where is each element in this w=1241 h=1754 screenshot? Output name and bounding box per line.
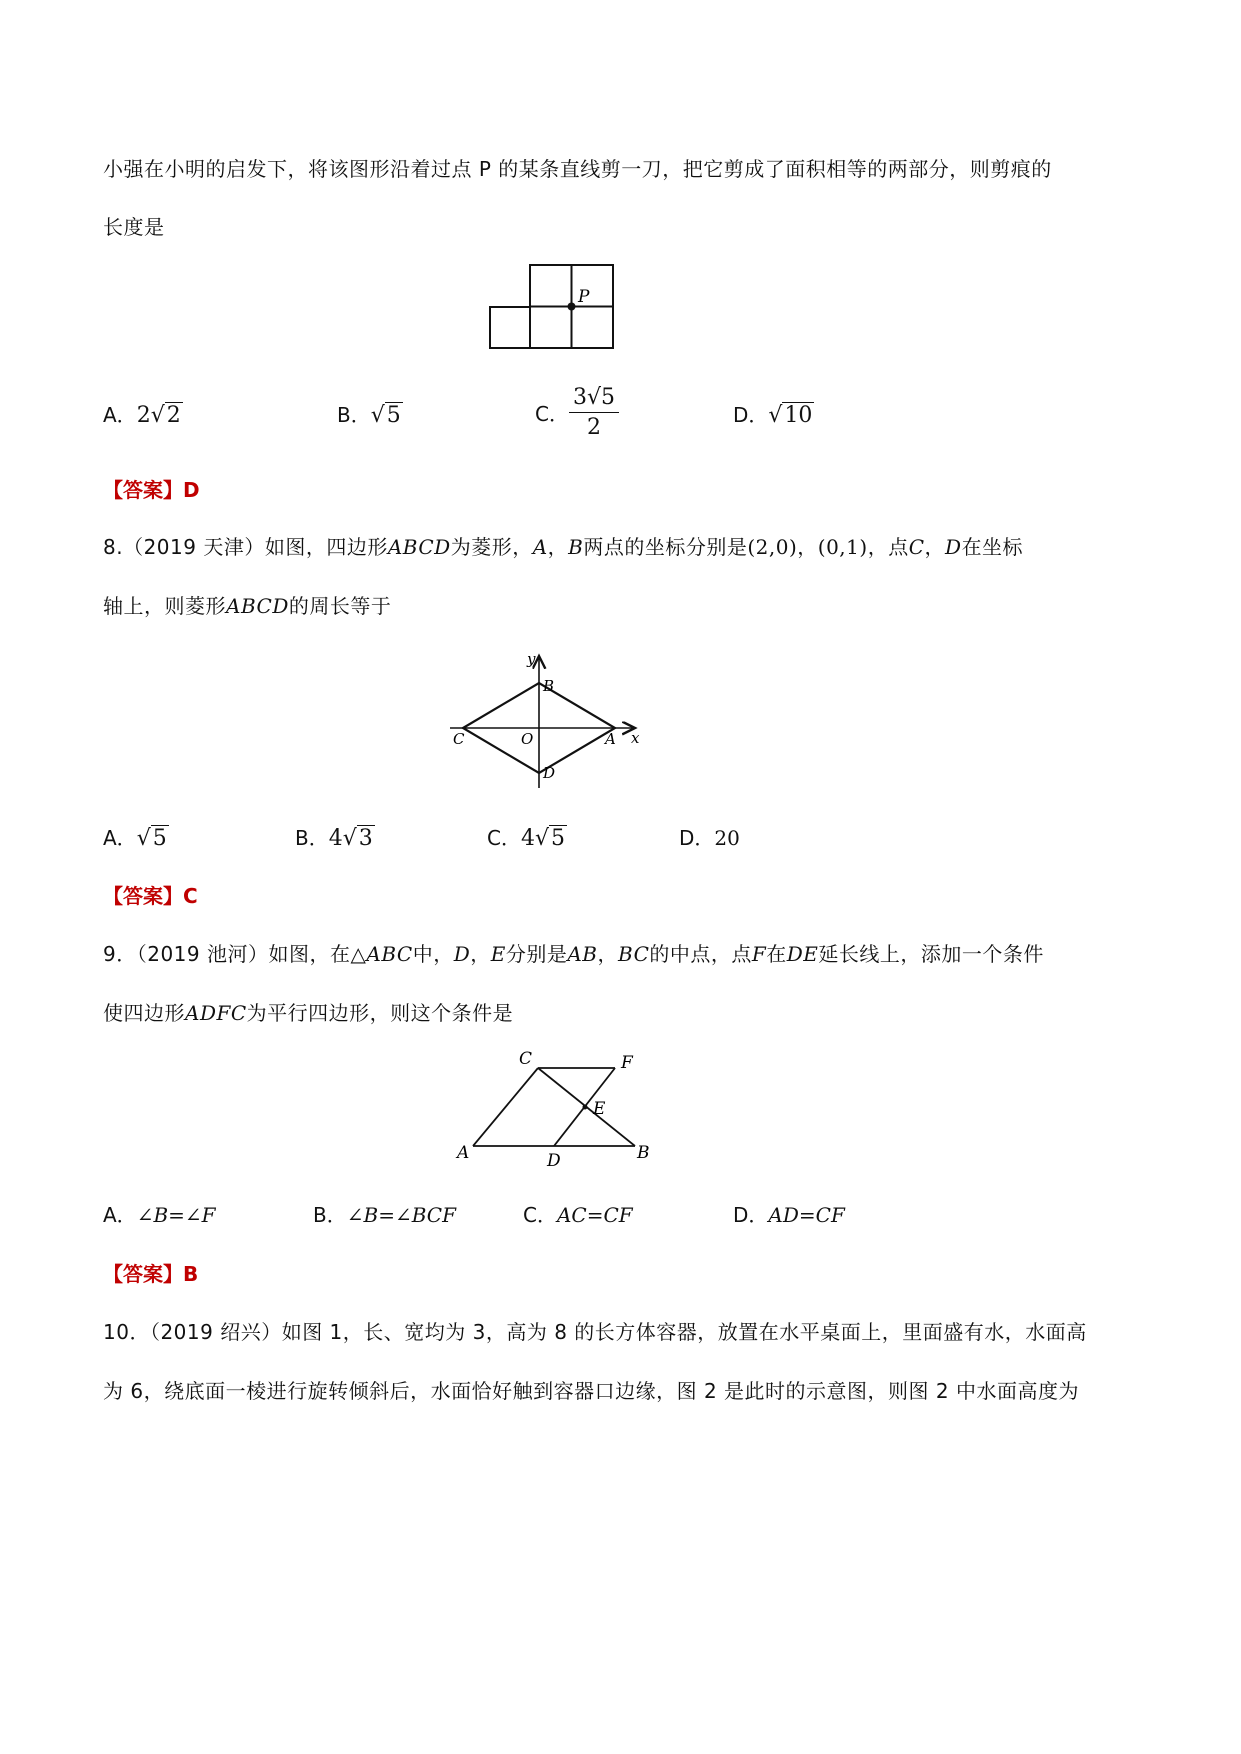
q8-figure xyxy=(445,648,645,790)
q7-option-c-numerator: 3√5 xyxy=(569,385,619,413)
q9-option-a-label: A． xyxy=(103,1203,137,1227)
q8-sep-2: ， xyxy=(924,535,946,559)
q9-option-b xyxy=(313,1199,456,1228)
q8-option-b-radicand: 3 xyxy=(358,826,373,851)
q8-point-b: B xyxy=(568,535,584,559)
q7-answer-tag: 【答案】 xyxy=(103,478,183,502)
q8-option-a-expr: √5 xyxy=(136,826,167,851)
q8-point-a: A xyxy=(532,535,548,559)
q9-line2-text-a: 使四边形 xyxy=(103,1001,185,1025)
q8-text-c: 两点的坐标分别是 xyxy=(583,535,748,559)
q9-line2-text-b: 为平行四边形，则这个条件是 xyxy=(246,1001,514,1025)
q9-adfc: ADFC xyxy=(185,1001,247,1025)
q7-option-b-radicand: 5 xyxy=(386,403,401,428)
q8-option-b xyxy=(295,822,375,851)
q8-coord-sep: ， xyxy=(797,535,818,559)
q7-option-a-expr: 2√2 xyxy=(136,403,181,428)
q7-option-d-expr: √10 xyxy=(768,403,813,428)
q8-option-d-label: D． xyxy=(679,826,715,850)
q9-option-a xyxy=(103,1199,216,1228)
q7-option-d xyxy=(733,399,814,428)
q8-text-e: 在坐标 xyxy=(961,535,1024,559)
q9-option-b-text: ∠B=∠BCF xyxy=(346,1203,456,1227)
q8-point-d: D xyxy=(945,535,962,559)
q9-comma: ， xyxy=(470,942,491,966)
q7-line-1: 小强在小明的启发下，将该图形沿着过点 P 的某条直线剪一刀，把它剪成了面积相等的两部分，则剪痕的 xyxy=(103,157,1052,181)
q8-line2-text-b: 的周长等于 xyxy=(288,594,392,618)
q8-sep: ， xyxy=(547,535,569,559)
q7-option-c-label: C． xyxy=(535,402,569,426)
q9-segment-bc: BC xyxy=(618,942,650,966)
q8-line-1 xyxy=(103,531,1023,560)
q7-option-d-radicand: 10 xyxy=(784,403,813,428)
q8-line2-abcd: ABCD xyxy=(226,594,289,618)
q7-line-2: 长度是 xyxy=(103,215,165,239)
q9-figure xyxy=(455,1044,660,1172)
q8-point-c: C xyxy=(908,535,925,559)
q8-coord-2: (0,1) xyxy=(817,535,868,559)
q8-text-a: 8.（2019 天津）如图，四边形 xyxy=(103,535,388,559)
q7-option-c-num-radicand: 5 xyxy=(601,385,615,410)
q8-answer-value: C xyxy=(183,884,198,908)
q8-label-c: C xyxy=(453,730,465,748)
q9-line-2 xyxy=(103,997,513,1026)
q9-label-b: B xyxy=(637,1143,650,1163)
q9-text-a: 9．（2019 池河）如图，在△ xyxy=(103,942,367,966)
q8-label-x: x xyxy=(631,729,640,747)
q8-option-c-radicand: 5 xyxy=(551,826,565,851)
q7-option-a-radicand: 2 xyxy=(166,403,181,428)
q9-text-f: 延长线上，添加一个条件 xyxy=(818,942,1044,966)
q7-option-c-num-coef: 3 xyxy=(572,385,587,410)
q7-option-a-coef: 2 xyxy=(136,403,151,428)
q8-option-b-expr: 4√3 xyxy=(328,826,373,851)
q9-text-c: 分别是 xyxy=(505,942,568,966)
q8-text-b: 为菱形， xyxy=(450,535,533,559)
q8-coord-1: (2,0) xyxy=(747,535,798,559)
q7-option-c-denominator: 2 xyxy=(586,415,601,440)
q7-option-c-fraction xyxy=(569,385,619,440)
q8-option-c-label: C． xyxy=(487,826,521,850)
q9-option-a-text: ∠B=∠F xyxy=(136,1203,216,1227)
q9-option-c-label: C． xyxy=(523,1203,557,1227)
q8-label-y: y xyxy=(527,650,536,668)
q9-option-c-text: AC=CF xyxy=(556,1203,633,1227)
q9-abc: ABC xyxy=(366,942,413,966)
q8-line-2 xyxy=(103,590,391,619)
q9-point-e-dot xyxy=(583,1105,588,1110)
q8-option-b-label: B． xyxy=(295,826,329,850)
q9-point-f: F xyxy=(751,942,767,966)
q7-answer-value: D xyxy=(183,478,200,502)
q8-option-d xyxy=(679,822,740,851)
q7-option-b-expr: √5 xyxy=(370,403,401,428)
q8-option-c xyxy=(487,822,567,851)
q9-answer-tag: 【答案】 xyxy=(103,1262,183,1286)
q9-point-e: E xyxy=(490,942,506,966)
q8-label-a: A xyxy=(605,730,616,748)
q7-option-d-label: D． xyxy=(733,403,769,427)
q9-label-d: D xyxy=(547,1151,561,1171)
q8-answer-tag: 【答案】 xyxy=(103,884,183,908)
q9-answer-value: B xyxy=(183,1262,199,1286)
q9-option-c xyxy=(523,1199,633,1228)
q9-segment-ac-line xyxy=(473,1068,538,1146)
q7-option-c xyxy=(535,385,619,440)
q7-answer xyxy=(103,474,200,503)
q7-option-a xyxy=(103,399,183,428)
q8-option-d-value: 20 xyxy=(714,826,740,850)
q9-option-d-text: AD=CF xyxy=(768,1203,845,1227)
q8-label-d: D xyxy=(543,764,556,782)
q8-text-d: ，点 xyxy=(867,535,909,559)
q9-label-f: F xyxy=(621,1053,633,1073)
q8-answer xyxy=(103,880,198,909)
q9-option-d-label: D． xyxy=(733,1203,769,1227)
q9-option-d xyxy=(733,1199,845,1228)
q9-text-d: 的中点，点 xyxy=(649,942,752,966)
q9-label-e: E xyxy=(593,1099,606,1119)
q10-line-2: 为 6，绕底面一棱进行旋转倾斜后，水面恰好触到容器口边缘，图 2 是此时的示意图，则图 2 中水面高度为 xyxy=(103,1379,1079,1403)
q9-point-d: D xyxy=(453,942,471,966)
q8-option-c-expr: 4√5 xyxy=(520,826,565,851)
q9-comma-2: ， xyxy=(597,942,618,966)
q9-text-b: 中， xyxy=(412,942,454,966)
q9-line-1 xyxy=(103,938,1044,967)
q8-label-o: O xyxy=(521,730,534,748)
q8-option-a-radicand: 5 xyxy=(152,826,167,851)
q7-figure xyxy=(485,260,620,352)
q9-text-e: 在 xyxy=(766,942,787,966)
q8-option-a xyxy=(103,822,169,851)
q7-small-square xyxy=(490,307,530,348)
q8-option-a-label: A． xyxy=(103,826,137,850)
q8-option-b-coef: 4 xyxy=(328,826,343,851)
q9-option-b-label: B． xyxy=(313,1203,347,1227)
q8-label-b: B xyxy=(543,677,555,695)
q7-label-p: P xyxy=(578,287,590,307)
q9-label-a: A xyxy=(457,1143,470,1163)
q9-label-c: C xyxy=(519,1049,533,1069)
q9-segment-de: DE xyxy=(786,942,819,966)
q8-line2-text-a: 轴上，则菱形 xyxy=(103,594,226,618)
q10-line-1: 10．（2019 绍兴）如图 1，长、宽均为 3，高为 8 的长方体容器，放置在水平桌面上，里面盛有水，水面高 xyxy=(103,1320,1087,1344)
q8-abcd: ABCD xyxy=(387,535,451,559)
q7-option-b xyxy=(337,399,403,428)
q7-point-p-dot xyxy=(568,303,576,311)
q7-option-a-label: A． xyxy=(103,403,137,427)
q7-option-b-label: B． xyxy=(337,403,371,427)
q9-segment-ab: AB xyxy=(567,942,598,966)
q8-option-c-coef: 4 xyxy=(520,826,535,851)
q9-answer xyxy=(103,1258,198,1287)
